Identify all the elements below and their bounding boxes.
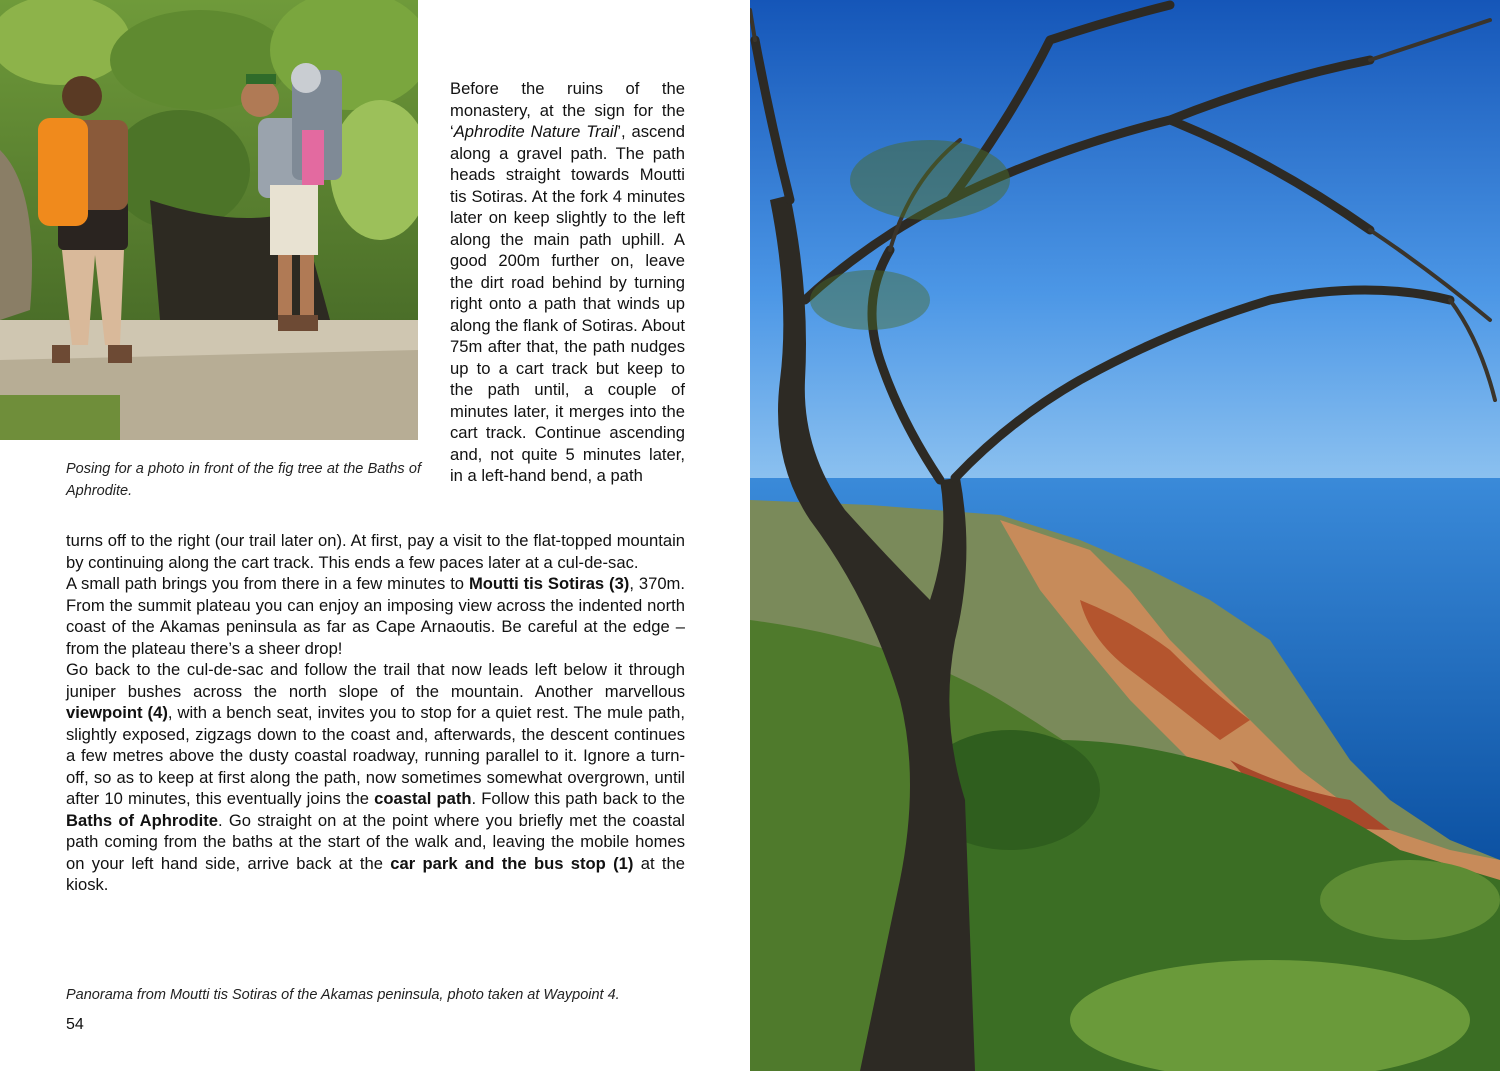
hikers-photo-caption: Posing for a photo in front of the fig tree at the Baths of Aphrodite.: [66, 461, 421, 499]
panorama-caption: Panorama from Moutti tis Sotiras of the Akamas peninsula, photo taken at Waypoint 4.: [66, 987, 620, 1003]
text-run: turns off to the right (our trail later on). At first, pay a visit to the flat-topped mountain by continuing along the cart track. This ends a few paces later at a cul-de-sac.: [66, 531, 685, 572]
bold-text: car park and the bus stop (1): [390, 853, 634, 873]
paragraph: [66, 530, 685, 573]
paragraph: [66, 659, 685, 896]
wide-text-column: [66, 530, 685, 896]
bold-text: viewpoint (4): [66, 703, 168, 722]
bold-text: coastal path: [374, 789, 472, 808]
text-run: ’, ascend along a gravel path. The path heads straight towards Moutti tis Sotiras. At the fork 4 minutes later on keep slightly to the left along the main path uphill. A good 200m further on, leave the dirt road behind by turning right onto a path that winds up along the flank of Sotiras. About 75m after that, the path nudges up to a cart track but keep to the path until, a couple of minutes later, it merges into the cart track. Continue ascending and, not quite 5 minutes later, in a left-hand bend, a path: [450, 122, 685, 485]
text-run: . Follow this path back to the: [471, 789, 685, 808]
bold-text: Baths of Aphrodite: [66, 810, 218, 830]
text-run: A small path brings you from there in a few minutes to: [66, 574, 469, 593]
panorama-photo: [750, 0, 1500, 1071]
text-run: , with a bench seat, invites you to stop for a quiet rest. The mule path, slightly exposed, zigzags down to the coast and, afterwards, the descent continues a few metres above the dusty coastal roadway, running parallel to it. Ignore a turn-off, so as to keep at first along the path, now sometimes somewhat overgrown, until after 10 minutes, this eventually joins the: [66, 703, 685, 808]
text-run: . Go straight on at the point where you briefly met the coastal path coming from the baths at the start of the walk and, leaving the mobile homes on your left hand side, arrive back at the: [66, 810, 685, 873]
paragraph: [66, 573, 685, 659]
text-run: , 370m. From the summit plateau you can enjoy an imposing view across the indented north coast of the Akamas peninsula as far as Cape Arnaoutis. Be careful at the edge – from the plateau there’s a sheer drop!: [66, 574, 685, 658]
italic-text: Aphrodite Nature Trail: [453, 122, 618, 141]
text-run: at the kiosk.: [66, 853, 685, 894]
hikers-photo: [0, 0, 418, 440]
text-run: Go back to the cul-de-sac and follow the trail that now leads left below it through juniper bushes across the north slope of the mountain. Another marvellous: [66, 660, 685, 701]
paragraph: [450, 78, 685, 487]
bold-text: Moutti tis Sotiras (3): [468, 574, 630, 593]
page-number: 54: [66, 1016, 84, 1033]
narrow-text-column: [450, 78, 685, 487]
text-run: Before the ruins of the monastery, at the sign for the ‘: [450, 79, 685, 141]
